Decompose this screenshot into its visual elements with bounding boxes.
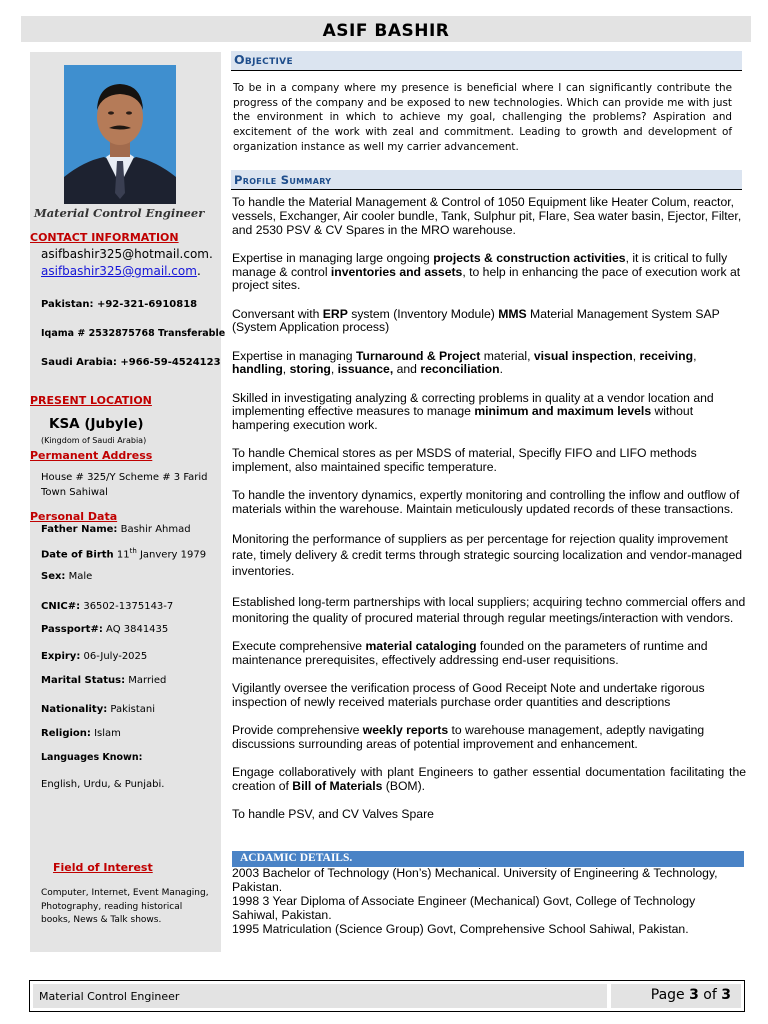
phone-saudi: Saudi Arabia: +966-59-4524123 — [41, 357, 221, 368]
summary-item: Execute comprehensive material cataloging founded on the parameters of runtime and maintenance prerequisites, effectively addressing end-user requisitions. — [232, 639, 708, 667]
profile-summary-heading: Profile Summary — [234, 173, 332, 187]
academic-details — [232, 866, 744, 936]
marital-label: Marital Status: — [41, 675, 126, 686]
footer-left — [33, 984, 607, 1008]
page-number: Page 3 of 3 — [650, 987, 731, 1003]
father-name-label: Father Name: — [41, 524, 118, 535]
dob-suffix: th — [129, 547, 137, 555]
present-location-heading: PRESENT LOCATION — [30, 394, 152, 407]
email-gmail-period: . — [196, 264, 201, 278]
title-bar — [21, 16, 751, 42]
objective-text: To be in a company where my presence is beneficial where I can significantly contribute the progress of the company and be exposed to new technologies. Which can provide me with just the environment in which to achieve my goal, challenging the problems? Aspiration and excitement of the work with zeal and commitment. Leading to growth and development of organization instance as well my carrier advancement. — [233, 82, 732, 153]
nationality-value: Pakistani — [107, 704, 156, 715]
summary-item: Conversant with ERP system (Inventory Module) MMS Material Management System SAP (System Application process) — [232, 306, 720, 335]
summary-item: To handle Chemical stores as per MSDS of material, Specifly FIFO and LIFO methods implement, also maintained specific temperature. — [232, 446, 697, 475]
sex-value: Male — [65, 571, 93, 582]
summary-item: Expertise in managing large ongoing projects & construction activities, it is critical to fully manage & control inventories and assets, to help in enhancing the pace of execution work at project sites. — [232, 250, 741, 293]
cnic-label: CNIC#: — [41, 601, 81, 612]
languages-value: English, Urdu, & Punjabi. — [41, 779, 165, 790]
marital-row — [41, 675, 166, 686]
religion-label: Religion: — [41, 728, 91, 739]
summary-item: Monitoring the performance of suppliers as per percentage for rejection quality improvement rate, timely delivery & credit terms through strategic sourcing localization and vendor-managed inventories. — [232, 532, 743, 579]
academic-heading-bar — [232, 851, 744, 867]
permanent-address: House # 325/Y Scheme # 3 Farid Town Sahiwal — [41, 472, 208, 498]
contact-heading: CONTACT INFORMATION — [30, 231, 179, 244]
summary-item: Expertise in managing Turnaround & Project material, visual inspection, receiving, handling, storing, issuance, and reconciliation. — [232, 348, 697, 377]
email-gmail-link[interactable]: asifbashir325@gmail.com — [41, 264, 197, 278]
summary-item: Engage collaboratively with plant Engineers to gather essential documentation facilitating the creation of Bill of Materials (BOM). — [232, 765, 746, 793]
summary-item: To handle the inventory dynamics, expertly monitoring and controlling the inflow and outflow of materials within the warehouse. Maintain meticulously updated records of these transactions. — [232, 488, 740, 517]
profile-photo — [64, 65, 176, 204]
email-gmail-row — [41, 264, 201, 278]
languages-label: Languages Known: — [41, 752, 143, 763]
field-of-interest: Computer, Internet, Event Managing, Photography, reading historical books, News & Talk shows. — [41, 888, 209, 925]
dob-day: 11 — [113, 549, 130, 561]
academic-row: 1995 Matriculation (Science Group) Govt, Comprehensive School Sahiwal, Pakistan. — [232, 922, 689, 936]
field-of-interest-heading: Field of Interest — [53, 861, 153, 874]
summary-item: Vigilantly oversee the verification process of Good Receipt Note and undertake rigorous inspection of newly received materials purchase order quantities and descriptions — [232, 681, 705, 709]
passport-row — [41, 624, 168, 635]
expiry-row — [41, 651, 147, 662]
profile-summary-heading-bar — [231, 170, 742, 190]
job-title: Material Control Engineer — [34, 206, 205, 220]
religion-value: Islam — [90, 728, 121, 739]
marital-value: Married — [125, 675, 167, 686]
nationality-row — [41, 704, 155, 715]
passport-value: AQ 3841435 — [102, 624, 169, 635]
objective-heading: Objective — [234, 52, 293, 67]
summary-item: To handle PSV, and CV Valves Spare — [232, 807, 434, 821]
candidate-name: ASIF BASHIR — [322, 21, 450, 41]
objective-heading-bar — [231, 51, 742, 71]
summary-item: Provide comprehensive weekly reports to warehouse management, adeptly navigating discussions surrounding areas of potential improvement and enhancement. — [232, 723, 705, 751]
dob-label: Date of Birth — [41, 549, 114, 561]
nationality-label: Nationality: — [41, 704, 108, 715]
expiry-value: 06-July-2025 — [80, 651, 148, 662]
iqama-number: Iqama # 2532875768 Transferable — [41, 328, 226, 339]
present-location-sub: (Kingdom of Saudi Arabia) — [41, 436, 147, 445]
profile-summary — [232, 196, 746, 822]
religion-row — [41, 728, 121, 739]
father-name-value: Bashir Ahmad — [117, 524, 191, 535]
sex-label: Sex: — [41, 571, 66, 582]
summary-item: Established long-term partnerships with local suppliers; acquiring techno commercial offers and monitoring the quality of procured material through regular meetings/interaction with vendors. — [232, 594, 746, 625]
footer-title: Material Control Engineer — [39, 990, 180, 1003]
cnic-value: 36502-1375143-7 — [80, 601, 174, 612]
personal-data-heading: Personal Data — [30, 510, 118, 523]
summary-item: To handle the Material Management & Control of 1050 Equipment like Heater Colum, reactor, vessels, Exchanger, Air cooler bundle, Tank, Sulphur pit, Flare, Sea water basin, Ejector, Filter, and 2530 PSV & CV Spares in the MRO warehouse. — [232, 195, 742, 237]
academic-heading: ACDAMIC DETAILS. — [240, 852, 353, 864]
sex-row — [41, 571, 92, 582]
email-hotmail[interactable]: asifbashir325@hotmail.com. — [41, 247, 213, 261]
dob-rest: Janvery 1979 — [136, 549, 207, 561]
dob-row — [41, 547, 206, 560]
academic-row: 2003 Bachelor of Technology (Hon’s) Mechanical. University of Engineering & Technology, Pakistan. — [232, 866, 718, 894]
father-name-row — [41, 524, 191, 535]
cnic-row — [41, 601, 173, 612]
permanent-address-heading: Permanent Address — [30, 449, 153, 462]
present-location: KSA (Jubyle) — [49, 416, 144, 432]
page-footer — [29, 980, 745, 1012]
phone-pakistan: Pakistan: +92-321-6910818 — [41, 299, 198, 310]
academic-row: 1998 3 Year Diploma of Associate Engineer (Mechanical) Govt, College of Technology Sahiwal, Pakistan. — [232, 894, 696, 922]
footer-page-box — [611, 984, 741, 1008]
passport-label: Passport#: — [41, 624, 103, 635]
summary-item: Skilled in investigating analyzing & correcting problems in quality at a vendor location and implementing effective measures to manage minimum and maximum levels without hampering execution work. — [232, 390, 714, 433]
expiry-label: Expiry: — [41, 651, 81, 662]
